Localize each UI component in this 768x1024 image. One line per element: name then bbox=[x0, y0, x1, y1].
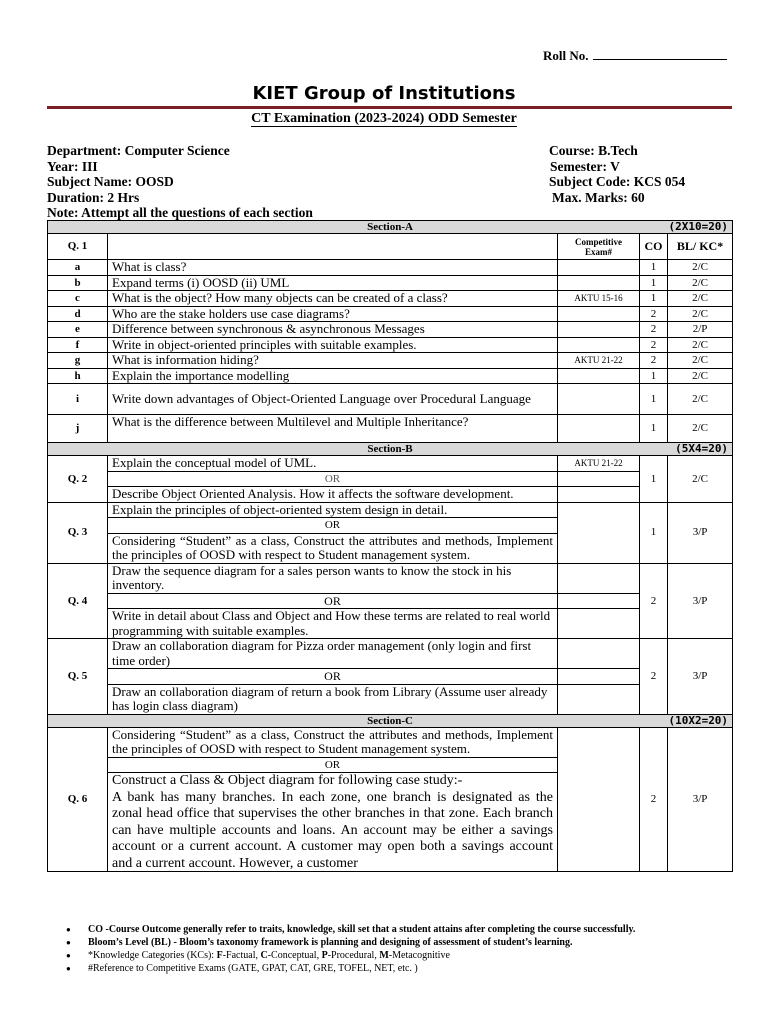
section-a-row-bl: 2/C bbox=[668, 415, 733, 443]
department: Department: Computer Science bbox=[47, 143, 230, 158]
q4-bl: 3/P bbox=[668, 563, 733, 639]
header-divider bbox=[47, 106, 732, 109]
q5-part2: Draw an collaboration diagram of return a book from Library (Assume user already has login class diagram) bbox=[108, 684, 558, 714]
section-a-row bbox=[48, 306, 733, 322]
q2-bl: 2/C bbox=[668, 456, 733, 503]
section-a-row-co: 2 bbox=[640, 337, 668, 353]
section-a-row-question: What is the difference between Multilevel and Multiple Inheritance? bbox=[108, 415, 558, 443]
q3-bl: 3/P bbox=[668, 502, 733, 563]
q3-co: 1 bbox=[640, 502, 668, 563]
section-a-row-id: j bbox=[48, 415, 108, 443]
max-marks: Max. Marks: 60 bbox=[552, 189, 645, 205]
section-c-header bbox=[48, 714, 733, 727]
section-a-row-exam bbox=[558, 384, 640, 415]
section-a-row bbox=[48, 275, 733, 291]
section-a-row bbox=[48, 322, 733, 338]
section-b-title: Section-B bbox=[367, 443, 413, 455]
section-a-row bbox=[48, 260, 733, 276]
section-a-header bbox=[48, 221, 733, 234]
section-a-row-co: 2 bbox=[640, 306, 668, 322]
q5-label: Q. 5 bbox=[48, 639, 108, 715]
co-header: CO bbox=[640, 234, 668, 260]
section-a-row-bl: 2/C bbox=[668, 260, 733, 276]
q6-label: Q. 6 bbox=[48, 727, 108, 872]
q6-or: OR bbox=[108, 757, 558, 773]
section-a-row-bl: 2/C bbox=[668, 384, 733, 415]
q5-part1: Draw an collaboration diagram for Pizza order management (only login and first time order) bbox=[108, 639, 558, 669]
q4-label: Q. 4 bbox=[48, 563, 108, 639]
q2-or: OR bbox=[108, 471, 558, 487]
section-a-row bbox=[48, 337, 733, 353]
q2-exam: AKTU 21-22 bbox=[558, 456, 640, 472]
subject-name: Subject Name: OOSD bbox=[47, 174, 174, 189]
section-a-row-bl: 2/P bbox=[668, 322, 733, 338]
section-a-row-exam bbox=[558, 368, 640, 384]
note: Note: Attempt all the questions of each section bbox=[47, 205, 313, 220]
q3-label: Q. 3 bbox=[48, 502, 108, 563]
section-a-title: Section-A bbox=[367, 221, 413, 233]
course: Course: B.Tech bbox=[549, 143, 638, 158]
section-a-row bbox=[48, 384, 733, 415]
footnote-bl: ● Bloom’s Level (BL) - Bloom’s taxonomy framework is planning and designing of assessment of student’s learning. bbox=[66, 936, 635, 949]
q2-co: 1 bbox=[640, 456, 668, 503]
section-a-row-question: Who are the stake holders use case diagrams? bbox=[108, 306, 558, 322]
section-a-row-bl: 2/C bbox=[668, 368, 733, 384]
section-a-row-id: b bbox=[48, 275, 108, 291]
section-b-header bbox=[48, 443, 733, 456]
subject-code: Subject Code: KCS 054 bbox=[549, 174, 686, 189]
section-c-title: Section-C bbox=[367, 714, 413, 727]
section-a-row-bl: 2/C bbox=[668, 337, 733, 353]
q4-part2: Write in detail about Class and Object and How these terms are related to real world programming with suitable examples. bbox=[108, 609, 558, 639]
meta-right bbox=[549, 143, 685, 205]
footnotes bbox=[66, 923, 635, 975]
q1-label: Q. 1 bbox=[48, 234, 108, 260]
section-a-row-co: 1 bbox=[640, 368, 668, 384]
section-a-row-co: 1 bbox=[640, 384, 668, 415]
section-a-row-question: What is class? bbox=[108, 260, 558, 276]
q5-co: 2 bbox=[640, 639, 668, 715]
roll-number-blank bbox=[593, 48, 727, 60]
duration: Duration: 2 Hrs bbox=[47, 189, 140, 205]
section-a-row-id: a bbox=[48, 260, 108, 276]
section-a-row-bl: 2/C bbox=[668, 306, 733, 322]
section-a-row-question: Expand terms (i) OOSD (ii) UML bbox=[108, 275, 558, 291]
section-a-row-id: i bbox=[48, 384, 108, 415]
q4-or: OR bbox=[108, 593, 558, 609]
section-a-row-exam bbox=[558, 322, 640, 338]
meta-left bbox=[47, 143, 313, 221]
section-a-row-co: 2 bbox=[640, 322, 668, 338]
q6-co: 2 bbox=[640, 727, 668, 872]
section-a-row-co: 2 bbox=[640, 353, 668, 369]
q2-row bbox=[48, 456, 733, 472]
section-a-row-question: Write in object-oriented principles with suitable examples. bbox=[108, 337, 558, 353]
footnote-ref: ● #Reference to Competitive Exams (GATE, GPAT, CAT, GRE, TOFEL, NET, etc. ) bbox=[66, 962, 635, 975]
q4-part1: Draw the sequence diagram for a sales person wants to know the stock in his inventory. bbox=[108, 563, 558, 593]
section-a-row-bl: 2/C bbox=[668, 353, 733, 369]
section-a-row-exam bbox=[558, 415, 640, 443]
q2-part1: Explain the conceptual model of UML. bbox=[108, 456, 558, 472]
section-a-row-exam bbox=[558, 260, 640, 276]
section-a-row-id: f bbox=[48, 337, 108, 353]
bl-kc-header: BL/ KC* bbox=[668, 234, 733, 260]
semester: Semester: V bbox=[550, 158, 620, 174]
section-a-row bbox=[48, 368, 733, 384]
section-a-row bbox=[48, 353, 733, 369]
q5-or: OR bbox=[108, 669, 558, 685]
section-a-row-id: g bbox=[48, 353, 108, 369]
column-header-row bbox=[48, 234, 733, 260]
section-a-row-question: What is information hiding? bbox=[108, 353, 558, 369]
q4-co: 2 bbox=[640, 563, 668, 639]
section-a-row-id: e bbox=[48, 322, 108, 338]
section-a-marks: (2X10=20) bbox=[668, 220, 729, 233]
section-a-row-exam: AKTU 21-22 bbox=[558, 353, 640, 369]
section-a-row-co: 1 bbox=[640, 291, 668, 307]
q6-part1: Considering “Student” as a class, Construct the attributes and methods, Implement the principles of OOSD with respect to Student management system. bbox=[108, 727, 558, 757]
footnote-kc: ● *Knowledge Categories (KCs): F-Factual, C-Conceptual, P-Procedural, M-Metacognitive bbox=[66, 949, 635, 962]
competitive-exam-header: Competitive Exam# bbox=[558, 234, 640, 260]
section-a-row-bl: 2/C bbox=[668, 275, 733, 291]
section-a-row-question: Difference between synchronous & asynchronous Messages bbox=[108, 322, 558, 338]
section-a-row-co: 1 bbox=[640, 260, 668, 276]
q6-part2-head: Construct a Class & Object diagram for following case study:- bbox=[112, 773, 463, 788]
section-a-row-question: Explain the importance modelling bbox=[108, 368, 558, 384]
q3-part2: Considering “Student” as a class, Construct the attributes and methods, Implement the principles of OOSD with respect to Student management system. bbox=[108, 533, 558, 563]
q6-bl: 3/P bbox=[668, 727, 733, 872]
section-a-row-question: Write down advantages of Object-Oriented Language over Procedural Language bbox=[108, 384, 558, 415]
section-a-row-exam bbox=[558, 337, 640, 353]
section-a-row-exam: AKTU 15-16 bbox=[558, 291, 640, 307]
section-a-row-id: c bbox=[48, 291, 108, 307]
section-b-marks: (5X4=20) bbox=[675, 442, 729, 455]
section-a-row-co: 1 bbox=[640, 415, 668, 443]
q6-part2-body: A bank has many branches. In each zone, one branch is designated as the zonal head office that supervises the other branches in that zone. Each branch can have multiple accounts and loans. An account may be either a savings account or a current account. A customer may open both a savings account and a current account. However, a customer bbox=[112, 789, 553, 871]
footnote-co: ● CO -Course Outcome generally refer to traits, knowledge, skill set that a student attains after completing the course successfully. bbox=[66, 923, 635, 936]
section-a-row-bl: 2/C bbox=[668, 291, 733, 307]
roll-number-label: Roll No. bbox=[543, 48, 589, 63]
q6-part2 bbox=[108, 773, 558, 872]
exam-title: CT Examination (2023-2024) ODD Semester bbox=[251, 111, 517, 126]
institution-title: KIET Group of Institutions bbox=[252, 83, 516, 104]
roll-number-field bbox=[543, 48, 727, 64]
section-a-row-exam bbox=[558, 275, 640, 291]
section-a-row-exam bbox=[558, 306, 640, 322]
q3-part1: Explain the principles of object-oriented system design in detail. bbox=[108, 502, 558, 518]
section-a-row-co: 1 bbox=[640, 275, 668, 291]
q5-bl: 3/P bbox=[668, 639, 733, 715]
section-a-row-id: d bbox=[48, 306, 108, 322]
year: Year: III bbox=[47, 158, 98, 174]
section-c-marks: (10X2=20) bbox=[668, 713, 729, 727]
q2-label: Q. 2 bbox=[48, 456, 108, 503]
section-a-row bbox=[48, 291, 733, 307]
q3-or: OR bbox=[108, 518, 558, 534]
section-a-row bbox=[48, 415, 733, 443]
section-a-row-id: h bbox=[48, 368, 108, 384]
section-a-row-question: What is the object? How many objects can be created of a class? bbox=[108, 291, 558, 307]
question-table bbox=[47, 220, 733, 872]
q2-part2: Describe Object Oriented Analysis. How it affects the software development. bbox=[108, 487, 558, 503]
